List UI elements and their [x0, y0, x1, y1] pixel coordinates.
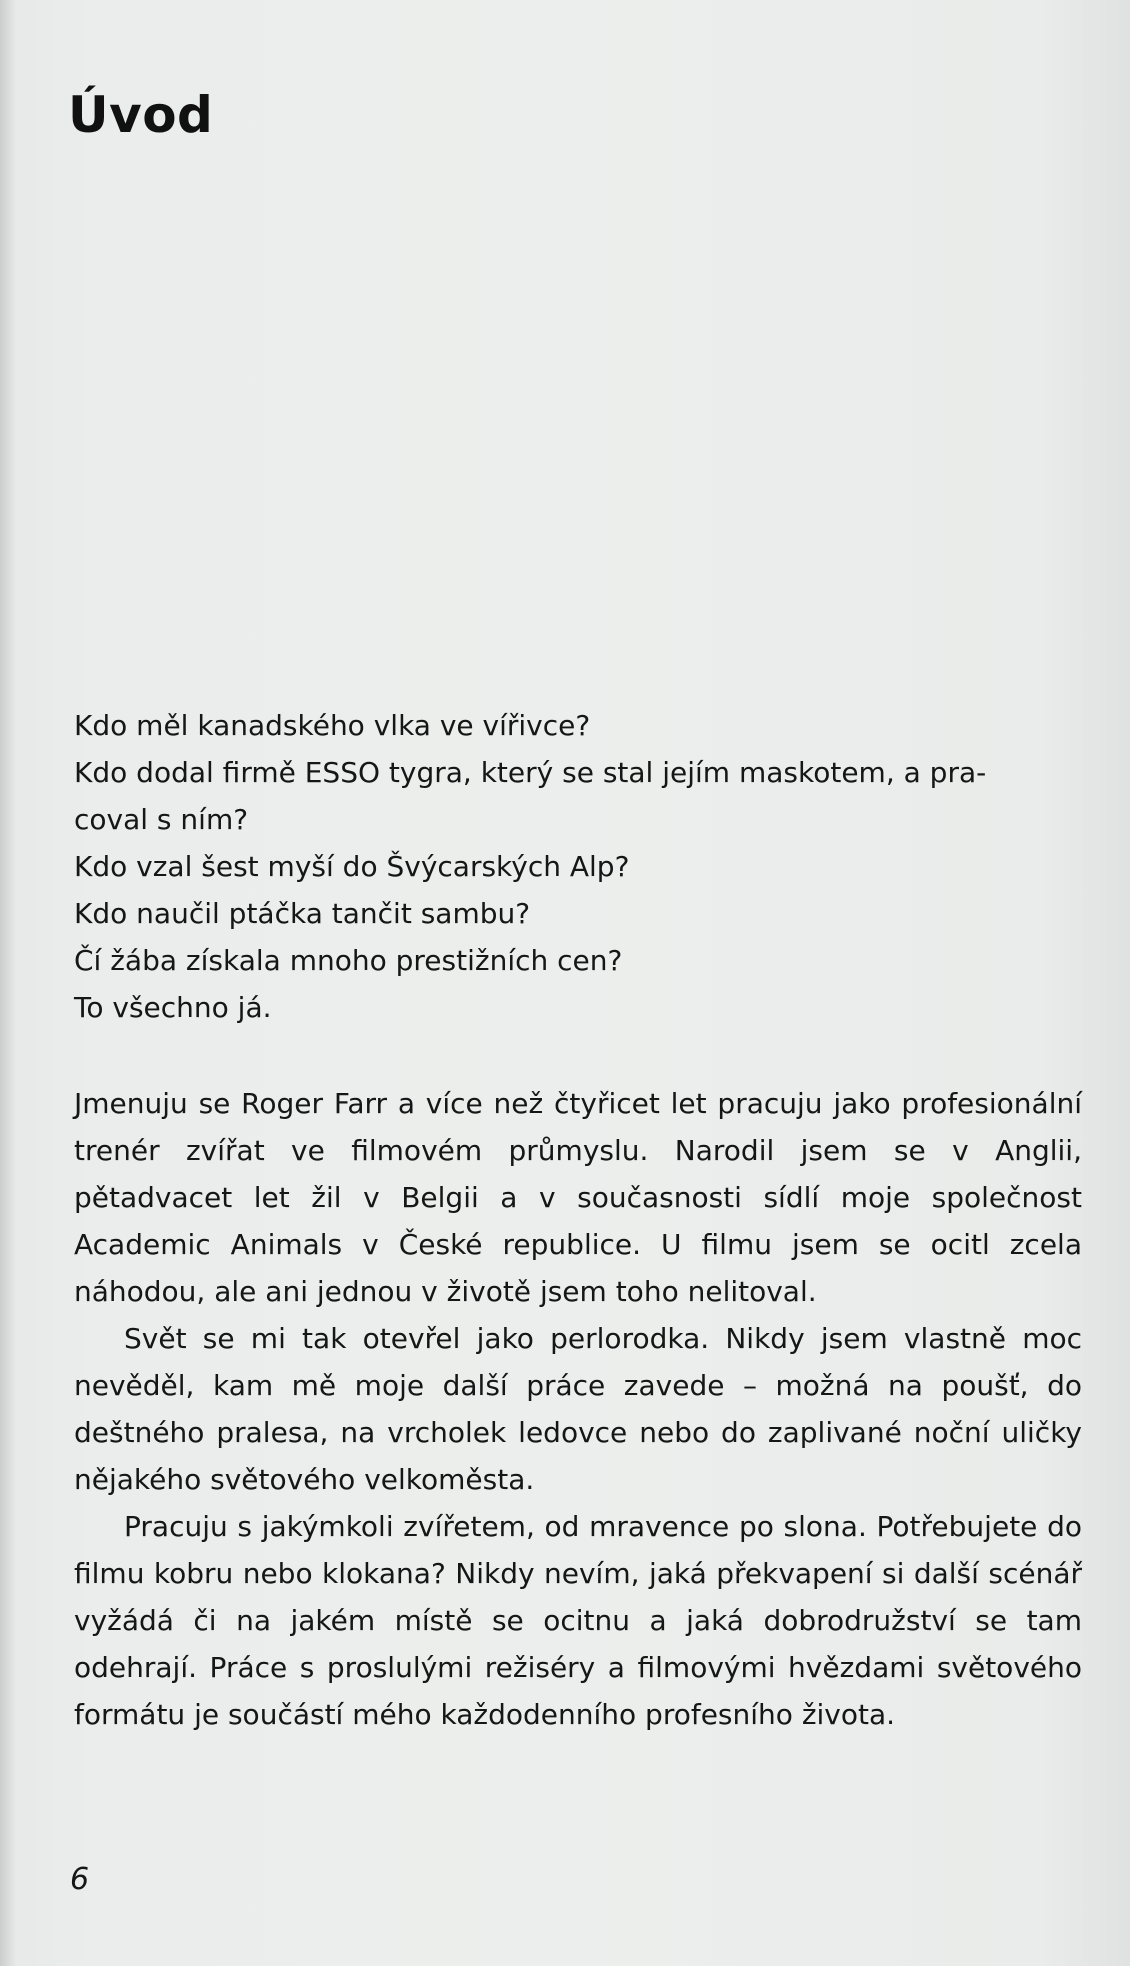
opening-questions — [74, 702, 1084, 1031]
chapter-title: Úvod — [68, 86, 214, 144]
question-line: coval s ním? — [74, 803, 249, 836]
question-line: Kdo vzal šest myší do Švýcarských Alp? — [74, 850, 630, 883]
question-line: Kdo dodal firmě ESSO tygra, který se stal jejím maskotem, a pra- — [74, 756, 987, 789]
paragraph: Svět se mi tak otevřel jako perlorodka. Nikdy jsem vlastně moc nevěděl, kam mě moje další práce zavede – možná na poušť, do deštného pralesa, na vrcholek ledovce nebo do zaplivané noční uličky nějakého světového velkoměsta. — [74, 1322, 1082, 1496]
paragraph: Jmenuju se Roger Farr a více než čtyřicet let pracuju jako profesionální trenér zvířat ve filmovém průmyslu. Narodil jsem se v Anglii, pětadvacet let žil v Belgii a v současnosti sídlí moje společnost Academic Animals v České republice. U filmu jsem se ocitl zcela náhodou, ale ani jednou v životě jsem toho nelitoval. — [74, 1087, 1082, 1308]
page-number: 6 — [70, 1862, 90, 1897]
question-line: Čí žába získala mnoho prestižních cen? — [74, 944, 623, 977]
question-line: Kdo naučil ptáčka tančit sambu? — [74, 897, 531, 930]
body-text — [74, 1080, 1082, 1738]
question-line: Kdo měl kanadského vlka ve vířivce? — [74, 709, 591, 742]
answer-line: To všechno já. — [74, 991, 272, 1024]
paragraph: Pracuju s jakýmkoli zvířetem, od mravence po slona. Potřebujete do filmu kobru nebo klokana? Nikdy nevím, jaká překvapení si další scénář vyžádá či na jakém místě se ocitnu a jaká dobrodružství se tam odehrají. Práce s proslulými režiséry a filmovými hvězdami světového formátu je součástí mého každodenního profesního života. — [74, 1510, 1082, 1731]
page-gutter-shadow — [0, 0, 16, 1966]
